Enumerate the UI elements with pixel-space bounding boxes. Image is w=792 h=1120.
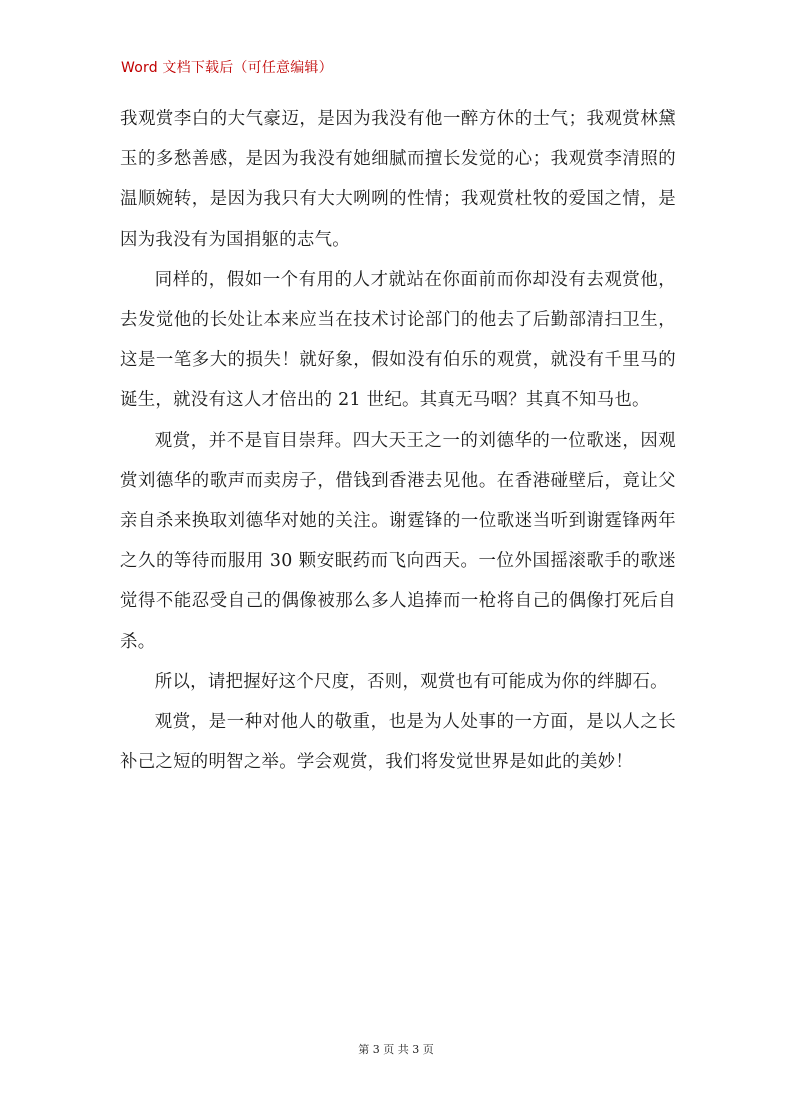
header-download-note: Word 文档下载后（可任意编辑） xyxy=(121,60,333,76)
paragraph-3: 观赏，并不是盲目崇拜。四大天王之一的刘德华的一位歌迷，因观赏刘德华的歌声而卖房子，借钱到香港去见他。在香港碰壁后，竟让父亲自杀来换取刘德华对她的关注。谢霆锋的一位歌迷当听到谢霆锋两年之久的等待而服用 30 颗安眠药而飞向西天。一位外国摇滚歌手的歌迷觉得不能忍受自己的偶像被那么多人追捧而一枪将自己的偶像打死后自杀。 xyxy=(120,430,676,652)
paragraph-1: 我观赏李白的大气豪迈，是因为我没有他一醉方休的士气；我观赏林黛玉的多愁善感，是因为我没有她细腻而擅长发觉的心；我观赏李清照的温顺婉转，是因为我只有大大咧咧的性情；我观赏杜牧的爱国之情，是因为我没有为国捐躯的志气。 xyxy=(120,109,676,250)
paragraph-4: 所以，请把握好这个尺度，否则，观赏也有可能成为你的绊脚石。 xyxy=(154,671,668,692)
page-number-footer: 第 3 页 共 3 页 xyxy=(358,1043,434,1056)
document-body xyxy=(120,99,676,782)
paragraph-2: 同样的，假如一个有用的人才就站在你面前而你却没有去观赏他，去发觉他的长处让本来应当在技术讨论部门的他去了后勤部清扫卫生，这是一笔多大的损失！就好象，假如没有伯乐的观赏，就没有千里马的诞生，就没有这人才倍出的 21 世纪。其真无马咽？其真不知马也。 xyxy=(120,269,676,411)
paragraph-5: 观赏，是一种对他人的敬重，也是为人处事的一方面，是以人之长补己之短的明智之举。学会观赏，我们将发觉世界是如此的美妙！ xyxy=(120,712,676,773)
